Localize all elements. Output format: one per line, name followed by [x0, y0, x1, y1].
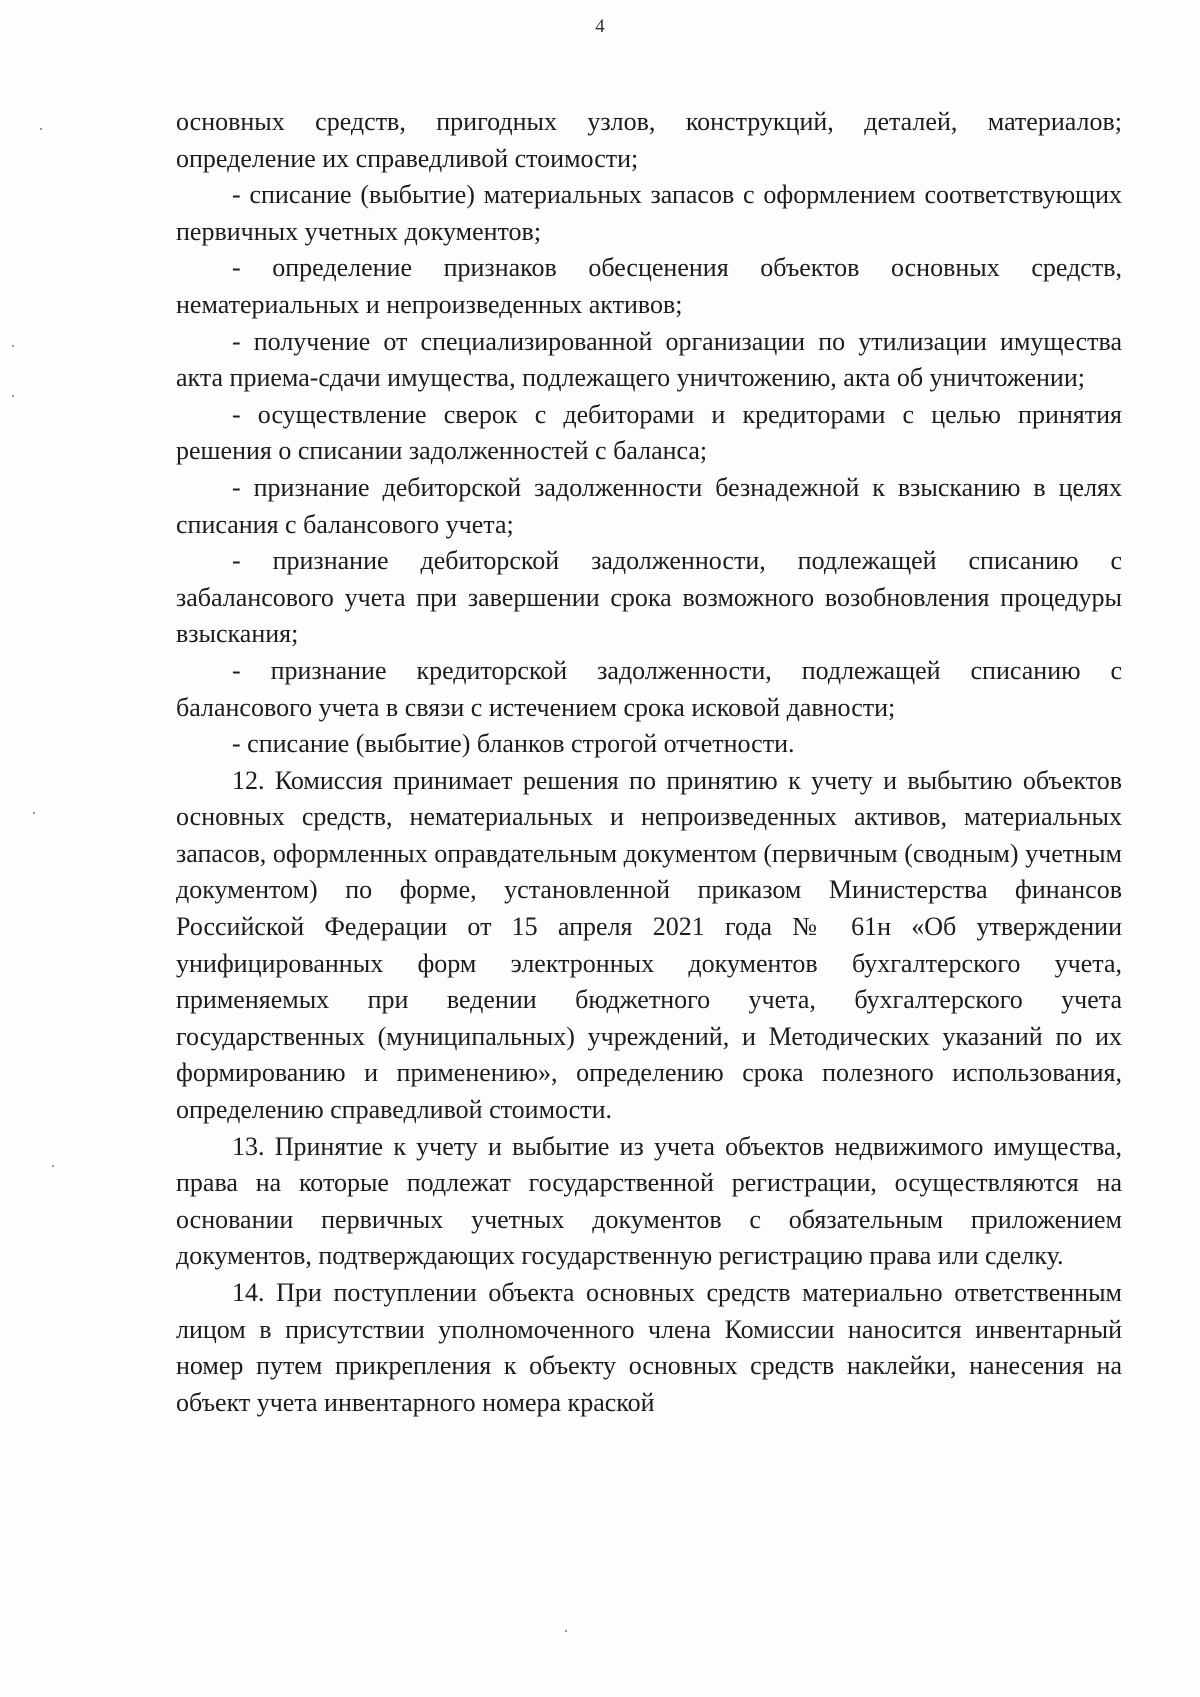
- list-item: - признание дебиторской задолженности, подлежащей списанию с забалансового учета при завершении срока возможного возобновления процедуры взыскания;: [176, 546, 1122, 649]
- paragraph-12: 12. Комиссия принимает решения по принятию к учету и выбытию объектов основных средств, нематериальных и непроизведенных активов, материальных запасов, оформленных оправдательным документом (первичным (сводным) учетным документом) по форме, установленной приказом Министерства финансов Российской Федерации от 15 апреля 2021 года № 61н «Об утверждении унифицированных форм электронных документов бухгалтерского учета, применяемых при ведении бюджетного учета, бухгалтерского учета государственных (муниципальных) учреждений, и Методических указаний по их формированию и применению», определению срока полезного использования, определению справедливой стоимости.: [176, 765, 1122, 1125]
- paragraph-13: 13. Принятие к учету и выбытие из учета объектов недвижимого имущества, права на которые подлежат государственной регистрации, осуществляются на основании первичных учетных документов с обязательным приложением документов, подтверждающих государственную регистрацию права или сделку.: [176, 1131, 1122, 1271]
- list-item: - определение признаков обесценения объектов основных средств, нематериальных и непроизведенных активов;: [176, 253, 1122, 319]
- list-item: - получение от специализированной организации по утилизации имущества акта приема-сдачи имущества, подлежащего уничтожению, акта об уничтожении;: [176, 326, 1122, 393]
- paragraph: основных средств, пригодных узлов, конструкций, деталей, материалов; определение их справедливой стоимости;: [176, 107, 1122, 173]
- paragraph-14: 14. При поступлении объекта основных средств материально ответственным лицом в присутствии уполномоченного члена Комиссии наносится инвентарный номер путем прикрепления к объекту основных средств наклейки, нанесения на объект учета инвентарного номера краской: [176, 1278, 1122, 1417]
- page-number: 4: [595, 16, 605, 37]
- list-item: - признание кредиторской задолженности, подлежащей списанию с балансового учета в связи с истечением срока исковой давности;: [176, 655, 1122, 722]
- scan-speck: [52, 1165, 54, 1167]
- list-item: - осуществление сверок с дебиторами и кредиторами с целью принятия решения о списании задолженностей с баланса;: [176, 399, 1122, 466]
- document-body: [176, 104, 1122, 1421]
- list-item: - списание (выбытие) материальных запасов с оформлением соответствующих первичных учетных документов;: [176, 180, 1122, 246]
- scan-speck: [40, 128, 42, 130]
- scan-speck: [12, 345, 14, 347]
- list-item: - признание дебиторской задолженности безнадежной к взысканию в целях списания с балансового учета;: [176, 472, 1122, 539]
- scan-speck: [33, 812, 35, 814]
- list-item: - списание (выбытие) бланков строгой отчетности.: [232, 729, 795, 759]
- scan-speck: [12, 395, 14, 397]
- scan-speck: [565, 1630, 567, 1632]
